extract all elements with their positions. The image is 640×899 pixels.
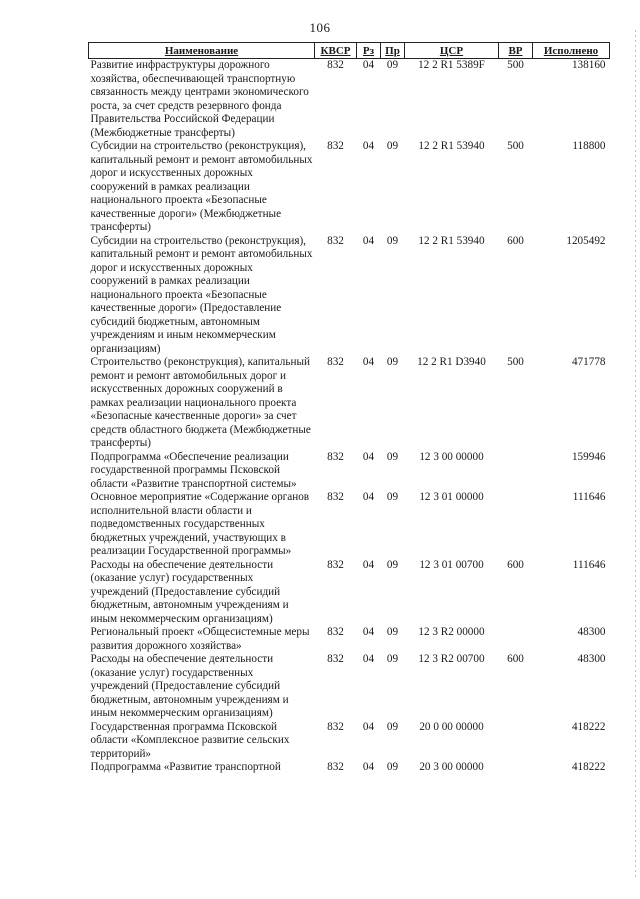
- table-row: [89, 626, 610, 653]
- cell-kvsr: 832: [327, 234, 344, 247]
- cell-exec: 1205492: [566, 234, 606, 247]
- table-row: [89, 140, 610, 235]
- header-vr: ВР: [499, 43, 533, 59]
- cell-pr: 09: [386, 720, 399, 733]
- cell-kvsr: 832: [327, 356, 344, 368]
- cell-rz: 04: [362, 356, 375, 368]
- scan-edge-mark: [635, 30, 636, 880]
- cell-vr: 500: [507, 59, 524, 71]
- cell-kvsr: 832: [327, 140, 344, 152]
- cell-exec: 48300: [577, 626, 606, 638]
- table-row: [89, 491, 610, 559]
- cell-pr: 09: [386, 761, 399, 773]
- header-rz: Рз: [357, 43, 381, 59]
- cell-rz: 04: [362, 653, 375, 665]
- cell-pr: 09: [386, 234, 399, 247]
- cell-name: Подпрограмма «Обеспечение реализации государственной программы Псковской области «Развитие транспортной системы»: [90, 450, 297, 490]
- table-row: [89, 653, 610, 721]
- cell-rz: 04: [362, 491, 375, 503]
- cell-vr: [499, 491, 533, 559]
- cell-pr: 09: [386, 558, 399, 571]
- budget-execution-table: [88, 42, 610, 775]
- table-row: [89, 559, 610, 627]
- cell-name: Расходы на обеспечение деятельности (оказание услуг) государственных учреждений (Предоставление субсидий бюджетным, автономным учреждениям и иным некоммерческим организациям): [90, 558, 289, 625]
- table-row: [89, 721, 610, 762]
- cell-pr: 09: [386, 59, 399, 71]
- cell-exec: 111646: [572, 558, 606, 571]
- cell-name: Строительство (реконструкция), капитальный ремонт и ремонт автомобильных дорог и искусственных дорожных сооружений в рамках реализации национального проекта «Безопасные качественные дороги» за счет средств областного бюджета (Межбюджетные трансферты): [90, 356, 311, 449]
- cell-vr: 500: [507, 140, 524, 152]
- cell-rz: 04: [362, 761, 375, 773]
- cell-pr: 09: [386, 140, 399, 152]
- cell-name: Развитие инфраструктуры дорожного хозяйства, обеспечивающей транспортную связанность между центрами экономического роста, за счет средств резервного фонда Правительства Российской Федерации (Межбюджетные трансферты): [90, 59, 309, 139]
- cell-vr: 600: [507, 653, 524, 665]
- cell-csr: 20 3 00 00000: [419, 761, 484, 773]
- cell-pr: 09: [386, 491, 399, 503]
- cell-kvsr: 832: [327, 558, 344, 571]
- header-kvsr: КВСР: [315, 43, 357, 59]
- cell-csr: 12 2 R1 D3940: [417, 356, 486, 368]
- cell-kvsr: 832: [327, 59, 344, 71]
- cell-rz: 04: [362, 450, 375, 463]
- cell-exec: 418222: [571, 720, 606, 733]
- cell-csr: 12 2 R1 53940: [418, 140, 485, 152]
- cell-kvsr: 832: [327, 720, 344, 733]
- cell-exec: 138160: [571, 59, 606, 71]
- cell-vr: 600: [507, 558, 524, 571]
- cell-rz: 04: [362, 140, 375, 152]
- table-row: [89, 761, 610, 775]
- cell-rz: 04: [362, 626, 375, 638]
- cell-rz: 04: [362, 59, 375, 71]
- cell-kvsr: 832: [327, 761, 344, 773]
- cell-vr: [499, 626, 533, 653]
- cell-exec: 118800: [572, 140, 606, 152]
- cell-rz: 04: [362, 558, 375, 571]
- header-exec: Исполнено: [533, 43, 610, 59]
- cell-name: Подпрограмма «Развитие транспортной: [90, 761, 281, 773]
- table-row: [89, 451, 610, 492]
- header-pr: Пр: [381, 43, 405, 59]
- cell-name: Региональный проект «Общесистемные меры развития дорожного хозяйства»: [90, 626, 310, 652]
- table-row: [89, 235, 610, 357]
- table-row: [89, 356, 610, 451]
- cell-csr: 12 2 R1 53940: [418, 234, 485, 247]
- header-name: Наименование: [89, 43, 315, 59]
- cell-vr: 500: [507, 356, 524, 368]
- cell-csr: 12 3 01 00700: [419, 558, 484, 571]
- table-row: [89, 59, 610, 141]
- cell-csr: 12 3 00 00000: [419, 450, 484, 463]
- header-row: [89, 43, 610, 59]
- cell-name: Основное мероприятие «Содержание органов исполнительной власти области и подведомственных государственных бюджетных учреждений, участвующих в реализации Государственной программы»: [90, 491, 310, 557]
- cell-pr: 09: [386, 450, 399, 463]
- cell-vr: 600: [507, 234, 524, 247]
- cell-kvsr: 832: [327, 450, 344, 463]
- cell-kvsr: 832: [327, 653, 344, 665]
- cell-exec: 111646: [572, 491, 606, 503]
- cell-rz: 04: [362, 720, 375, 733]
- cell-csr: 20 0 00 00000: [419, 720, 484, 733]
- cell-vr: [499, 451, 533, 492]
- cell-name: Субсидии на строительство (реконструкция), капитальный ремонт и ремонт автомобильных дорог и искусственных дорожных сооружений в рамках реализации национального проекта «Безопасные качественные дороги» (Предоставление субсидий бюджетным, автономным учреждениям и иным некоммерческим организациям): [90, 234, 313, 355]
- cell-exec: 48300: [577, 653, 606, 665]
- cell-name: Субсидии на строительство (реконструкция), капитальный ремонт и ремонт автомобильных дорог и искусственных дорожных сооружений в рамках реализации национального проекта «Безопасные качественные дороги» (Межбюджетные трансферты): [90, 140, 313, 233]
- cell-kvsr: 832: [327, 491, 344, 503]
- cell-csr: 12 2 R1 5389F: [418, 59, 485, 71]
- table-header: [89, 43, 610, 59]
- cell-csr: 12 3 R2 00000: [418, 626, 485, 638]
- cell-pr: 09: [386, 653, 399, 665]
- cell-kvsr: 832: [327, 626, 344, 638]
- cell-vr: [499, 721, 533, 762]
- cell-name: Расходы на обеспечение деятельности (оказание услуг) государственных учреждений (Предоставление субсидий бюджетным, автономным учреждениям и иным некоммерческим организациям): [90, 653, 289, 719]
- header-csr: ЦСР: [405, 43, 499, 59]
- cell-rz: 04: [362, 234, 375, 247]
- page-number: 106: [309, 20, 331, 35]
- cell-csr: 12 3 R2 00700: [418, 653, 485, 665]
- cell-pr: 09: [386, 356, 399, 368]
- cell-vr: [499, 761, 533, 775]
- cell-name: Государственная программа Псковской области «Комплексное развитие сельских территорий»: [90, 720, 290, 760]
- table-body: [89, 59, 610, 775]
- cell-exec: 418222: [571, 761, 606, 773]
- cell-pr: 09: [386, 626, 399, 638]
- cell-exec: 159946: [571, 450, 606, 463]
- cell-csr: 12 3 01 00000: [419, 491, 484, 503]
- cell-exec: 471778: [571, 356, 606, 368]
